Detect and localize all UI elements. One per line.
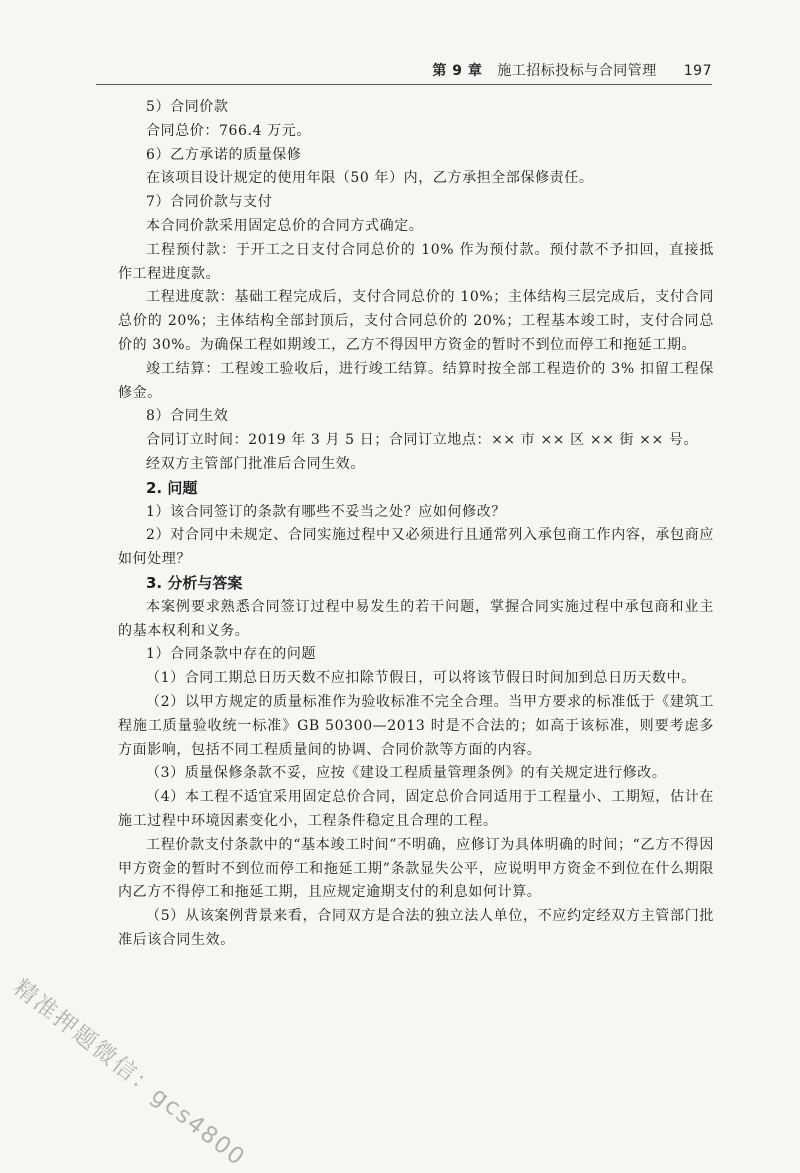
- body-paragraph: 1）该合同签订的条款有哪些不妥当之处？应如何修改？: [146, 503, 506, 520]
- body-paragraph: 竣工结算：工程竣工验收后，进行竣工结算。结算时按全部工程造价的 3% 扣留工程保修金。: [118, 360, 714, 401]
- page-body: [118, 96, 714, 953]
- body-paragraph: 本合同价款采用固定总价的合同方式确定。: [146, 217, 424, 234]
- body-paragraph: 8）合同生效: [146, 408, 229, 425]
- body-paragraph: 工程进度款：基础工程完成后，支付合同总价的 10%；主体结构三层完成后，支付合同总价的 20%；主体结构全部封顶后，支付合同总价的 20%；工程基本竣工时，支付合同总价的 30%。为确保工程如期竣工，乙方不得因甲方资金的暂时不到位而停工和拖延工期。: [118, 289, 714, 353]
- page-number: 197: [683, 63, 712, 79]
- watermark-text: 精准押题微信：gcs4800: [8, 974, 251, 1172]
- body-paragraph: 本案例要求熟悉合同签订过程中易发生的若干问题，掌握合同实施过程中承包商和业主的基本权利和义务。: [118, 598, 714, 639]
- body-paragraph: （2）以甲方规定的质量标准作为验收标准不完全合理。当甲方要求的标准低于《建筑工程施工质量验收统一标准》GB 50300—2013 时是不合法的；如高于该标准，则要考虑多方面影响，包括不同工程质量间的协调、合同价款等方面的内容。: [118, 693, 714, 758]
- body-paragraph: 经双方主管部门批准后合同生效。: [146, 455, 365, 472]
- body-paragraph: 在该项目设计规定的使用年限（50 年）内，乙方承担全部保修责任。: [146, 170, 594, 187]
- running-header: [96, 58, 712, 85]
- body-paragraph: 6）乙方承诺的质量保修: [146, 146, 302, 163]
- body-paragraph: 7）合同价款与支付: [146, 194, 273, 211]
- body-paragraph: 工程预付款：于开工之日支付合同总价的 10% 作为预付款。预付款不予扣回，直接抵作工程进度款。: [118, 241, 714, 282]
- body-paragraph: 1）合同条款中存在的问题: [146, 646, 317, 663]
- body-paragraph: 合同订立时间：2019 年 3 月 5 日；合同订立地点：×× 市 ×× 区 ×× 街 ×× 号。: [146, 432, 699, 449]
- body-paragraph: 2）对合同中未规定、合同实施过程中又必须进行且通常列入承包商工作内容，承包商应如何处理？: [118, 527, 714, 568]
- body-paragraph: （3）质量保修条款不妥，应按《建设工程质量管理条例》的有关规定进行修改。: [146, 765, 667, 782]
- body-paragraph: （4）本工程不适宜采用固定总价合同，固定总价合同适用于工程量小、工期短，估计在施工过程中环境因素变化小，工程条件稳定且合理的工程。: [118, 789, 714, 829]
- body-paragraph: （1）合同工期总日历天数不应扣除节假日，可以将该节假日时间加到总日历天数中。: [146, 670, 696, 687]
- body-paragraph: 合同总价：766.4 万元。: [146, 122, 311, 139]
- header-text: [432, 60, 712, 80]
- section-heading: 2. 问题: [146, 478, 198, 497]
- section-heading: 3. 分析与答案: [146, 573, 243, 592]
- body-paragraph: 工程价款支付条款中的“基本竣工时间”不明确，应修订为具体明确的时间；“乙方不得因甲方资金的暂时不到位而停工和拖延工期”条款显失公平，应说明甲方资金不到位在什么期限内乙方不得停工和拖延工期，且应规定逾期支付的利息如何计算。: [118, 836, 714, 901]
- chapter-label: 第 9 章: [432, 63, 483, 79]
- body-paragraph: 5）合同价款: [146, 99, 229, 115]
- section-title: 施工招标投标与合同管理: [497, 63, 657, 79]
- body-paragraph: （5）从该案例背景来看，合同双方是合法的独立法人单位，不应约定经双方主管部门批准后该合同生效。: [118, 908, 714, 948]
